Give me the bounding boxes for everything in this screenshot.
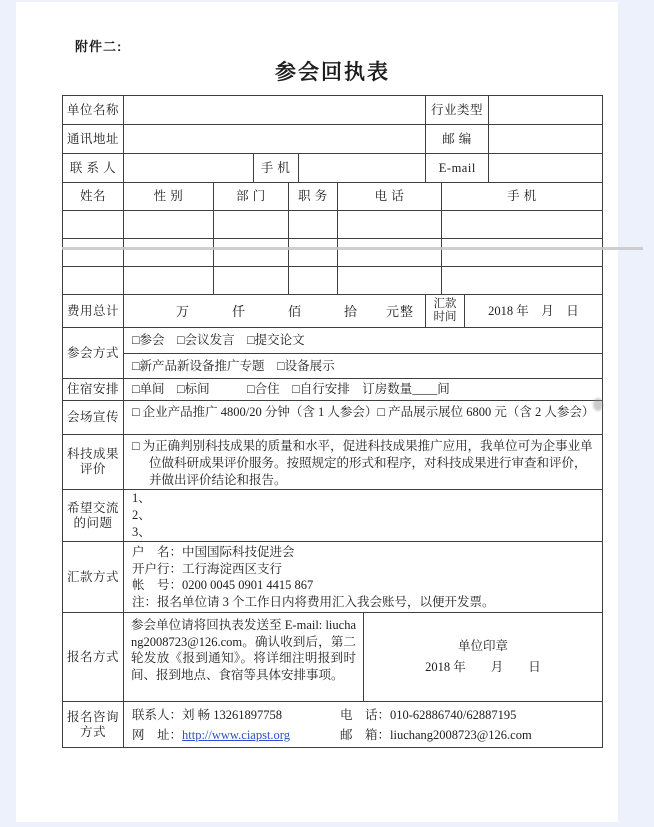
consultation-line1 <box>132 705 594 725</box>
roster-cell <box>124 267 214 295</box>
roster-cell <box>442 267 603 295</box>
attachment-label: 附件二: <box>75 39 123 54</box>
roster-header-phone: 电 话 <box>338 183 442 211</box>
remit-time-label: 汇款 时间 <box>426 295 465 328</box>
remittance-details <box>124 542 603 613</box>
row-address <box>63 125 603 154</box>
roster-header-department: 部 门 <box>214 183 289 211</box>
roster-cell <box>338 211 442 239</box>
roster-cell <box>63 239 124 267</box>
topics-label: 希望交流 的问题 <box>63 490 124 542</box>
roster-cell <box>124 211 214 239</box>
unit-seal-area <box>364 613 603 702</box>
consultation-phone: 电 话：010-62886740/62887195 <box>340 707 517 722</box>
remit-date: 2018 年 月 日 <box>465 295 603 328</box>
scan-artifact-smudge <box>593 398 603 411</box>
roster-cell <box>338 239 442 267</box>
consultation-line2 <box>132 725 594 745</box>
consultation-label: 报名咨询 方式 <box>63 702 124 748</box>
registration-text: 参会单位请将回执表发送至 E-mail: liuchang2008723@126.com。确认收到后，第二轮发放《报到通知》。将详细注明报到时间、报到地点、食宿等具体安排事项。 <box>124 613 364 702</box>
row-participation <box>63 328 603 379</box>
evaluation-label: 科技成果 评价 <box>63 435 124 490</box>
accommodation-options: □单间 □标间 □合住 □自行安排 订房数量____间 <box>124 379 603 401</box>
row-accommodation <box>63 379 603 401</box>
unit-name-label: 单位名称 <box>63 96 124 125</box>
remittance-account-number: 帐 号：0200 0045 0901 4415 867 <box>132 578 314 592</box>
roster-cell <box>124 239 214 267</box>
contact-label: 联 系 人 <box>63 154 124 183</box>
address-label: 通讯地址 <box>63 125 124 154</box>
registration-form-table <box>62 95 603 748</box>
roster-header-name: 姓名 <box>63 183 124 211</box>
topic-item: 2、 <box>132 508 151 522</box>
contact-field <box>124 154 254 183</box>
postcode-field <box>489 125 603 154</box>
venue-publicity-text: □ 企业产品推广 4800/20 分钟（含 1 人参会）□ 产品展示展位 6800 元（含 2 人参会） <box>124 401 603 435</box>
remittance-bank: 开户行：工行海淀西区支行 <box>132 561 283 576</box>
fee-amount-text: 万 仟 佰 拾 元整 <box>124 295 426 328</box>
roster-empty-row <box>63 239 603 267</box>
roster-cell <box>289 267 338 295</box>
row-unit-name <box>63 96 603 125</box>
consultation-details <box>124 702 603 748</box>
consultation-contact: 联系人：刘 畅 13261897758 <box>132 707 283 722</box>
roster-empty-row <box>63 211 603 239</box>
unit-seal-label: 单位印章 <box>457 639 508 653</box>
remittance-label: 汇款方式 <box>63 542 124 613</box>
venue-publicity-label: 会场宣传 <box>63 401 124 435</box>
roster-header-position: 职 务 <box>289 183 338 211</box>
consultation-email: 邮 箱：liuchang2008723@126.com <box>340 727 532 742</box>
consultation-website: 网 址：http://www.ciapst.org <box>132 727 290 742</box>
scan-artifact-line <box>62 247 643 250</box>
accommodation-label: 住宿安排 <box>63 379 124 401</box>
fee-total-label: 费用总计 <box>63 295 124 328</box>
row-evaluation <box>63 435 603 490</box>
industry-type-field <box>489 96 603 125</box>
roster-cell <box>442 211 603 239</box>
topic-item: 1、 <box>132 491 151 505</box>
topic-item: 3、 <box>132 525 151 539</box>
participation-label: 参会方式 <box>63 328 124 379</box>
email-field <box>489 154 603 183</box>
roster-header-mobile: 手 机 <box>442 183 603 211</box>
contact-mobile-field <box>299 154 427 183</box>
participation-options-line2: □新产品新设备推广专题 □设备展示 <box>124 354 603 379</box>
registration-label: 报名方式 <box>63 613 124 702</box>
participation-options <box>124 328 603 379</box>
roster-cell <box>63 211 124 239</box>
row-remittance <box>63 542 603 613</box>
unit-name-field <box>124 96 426 125</box>
row-fee-total <box>63 295 603 328</box>
roster-cell <box>289 211 338 239</box>
roster-empty-row <box>63 267 603 295</box>
roster-cell <box>214 239 289 267</box>
evaluation-text: □ 为正确判别科技成果的质量和水平，促进科技成果推广应用，我单位可为企事业单位做科研成果评价服务。按照规定的形式和程序，对科技成果进行审查和评价，并做出评价结论和报告。 <box>124 435 603 490</box>
roster-cell <box>63 267 124 295</box>
roster-cell <box>214 211 289 239</box>
participation-options-line1: □参会 □会议发言 □提交论文 <box>124 328 603 354</box>
roster-cell <box>442 239 603 267</box>
contact-mobile-label: 手 机 <box>254 154 299 183</box>
topics-list <box>124 490 603 542</box>
remittance-note: 注：报名单位请 3 个工作日内将费用汇入我会账号，以便开发票。 <box>132 594 495 609</box>
roster-cell <box>338 267 442 295</box>
row-registration <box>63 613 603 702</box>
email-label: E-mail <box>426 154 489 183</box>
roster-header-row <box>63 183 603 211</box>
row-topics <box>63 490 603 542</box>
remittance-account-name: 户 名：中国国际科技促进会 <box>132 545 295 559</box>
row-venue-publicity <box>63 401 603 435</box>
address-field <box>124 125 426 154</box>
page-title: 参会回执表 <box>275 61 390 84</box>
roster-cell <box>214 267 289 295</box>
website-link[interactable]: http://www.ciapst.org <box>182 727 290 742</box>
unit-seal-date: 2018 年 月 日 <box>425 660 541 674</box>
roster-header-gender: 性 别 <box>124 183 214 211</box>
row-consultation <box>63 702 603 748</box>
industry-type-label: 行业类型 <box>426 96 489 125</box>
postcode-label: 邮 编 <box>426 125 489 154</box>
roster-cell <box>289 239 338 267</box>
row-contact <box>63 154 603 183</box>
